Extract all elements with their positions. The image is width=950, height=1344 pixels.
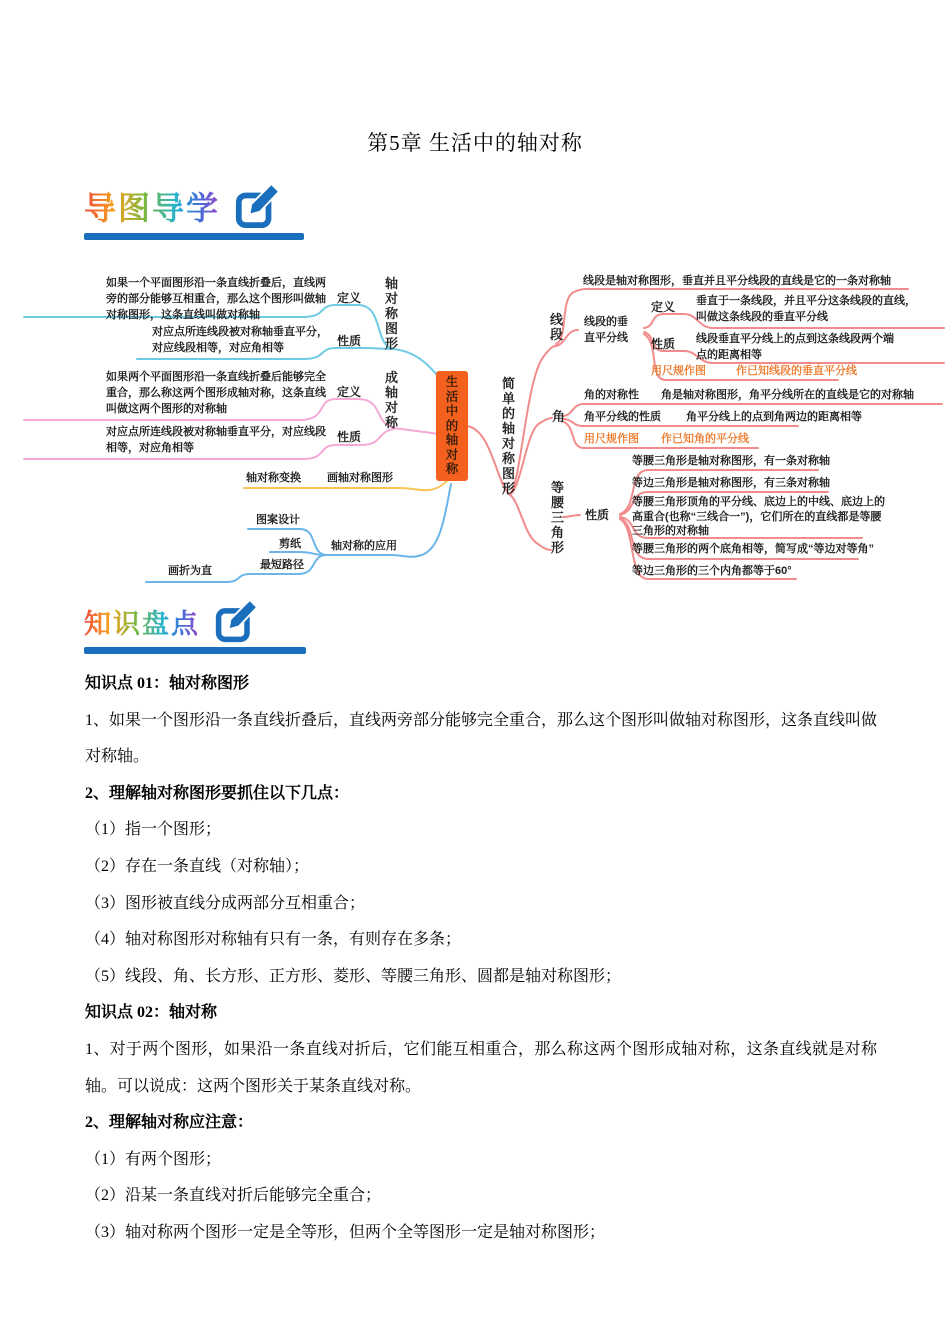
central-topic-label: 生活中的轴对称 — [445, 375, 459, 477]
kp1-item: （3）图形被直线分成两部分互相重合； — [85, 894, 366, 912]
edit-pencil-icon — [234, 183, 280, 229]
mindmap-diagram — [0, 258, 950, 598]
node-angle-ruler-text: 作已知角的平分线 — [661, 433, 749, 445]
mindmap-banner — [84, 183, 304, 240]
mindmap-banner-label: 导图导学 — [84, 183, 220, 229]
node-seg-prop-text: 线段垂直平分线上的点到这条线段两个端点的距离相等 — [696, 333, 894, 361]
node-fig-prop-text: 对应点所连线段被对称轴垂直平分，对应线段相等，对应角相等 — [152, 326, 328, 354]
node-fig-def-label: 定义 — [337, 291, 362, 305]
node-app-pattern: 图案设计 — [256, 514, 300, 526]
knowledge-banner-label: 知识盘点 — [84, 602, 200, 641]
kp1-item: （1）指一个图形； — [85, 821, 222, 839]
node-simple-figures-label: 简单的轴对称图形 — [501, 376, 515, 496]
node-segment-text: 线段是轴对称图形，垂直并且平分线段的直线是它的一条对称轴 — [583, 275, 891, 287]
node-iso-item-5: 等边三角形的三个内角都等于60° — [632, 565, 792, 577]
kp2-item: （3）轴对称两个图形一定是全等形，但两个全等图形一定是轴对称图形； — [85, 1223, 606, 1241]
kp1-item: （5）线段、角、长方形、正方形、菱形、等腰三角形、圆都是轴对称图形； — [85, 967, 622, 985]
node-app-shortest-path: 最短路径 — [260, 559, 304, 571]
node-seg-prop-label: 性质 — [651, 337, 676, 351]
knowledge-content — [85, 666, 877, 1252]
kp2-item: （1）有两个图形； — [85, 1150, 222, 1168]
node-iso-item-2: 等边三角形是轴对称图形，有三条对称轴 — [632, 477, 830, 489]
edit-pencil-icon — [214, 599, 258, 643]
node-fig-prop-label: 性质 — [337, 334, 362, 348]
node-angle-bis-label: 角平分线的性质 — [584, 411, 661, 423]
node-sym-prop-label: 性质 — [337, 430, 362, 444]
page-title: 第5章 生活中的轴对称 — [367, 131, 583, 155]
node-seg-bisector-label: 线段的垂直平分线 — [584, 316, 628, 344]
kp2-paragraph-2: 2、理解轴对称应注意： — [85, 1114, 254, 1132]
knowledge-banner — [84, 599, 306, 654]
node-angle-sym-text: 角是轴对称图形，角平分线所在的直线是它的对称轴 — [661, 389, 914, 401]
node-seg-def-label: 定义 — [651, 300, 676, 314]
node-seg-def-text: 垂直于一条线段，并且平分这条线段的直线，叫做这条线段的垂直平分线 — [696, 295, 916, 323]
node-sym-prop-text: 对应点所连线段被对称轴垂直平分，对应线段相等，对应角相等 — [106, 426, 326, 454]
kp1-item: （4）轴对称图形对称轴有只有一条，有则存在多条； — [85, 931, 462, 949]
node-angle-sym-label: 角的对称性 — [584, 389, 639, 401]
kp2-paragraph-1: 1、对于两个图形，如果沿一条直线对折后，它们能互相重合，那么称这两个图形成轴对称，这条直线就是对称轴。可以说成：这两个图形关于某条直线对称。 — [85, 1040, 877, 1095]
node-sym-def-text: 如果两个平面图形沿一条直线折叠后能够完全重合，那么称这两个图形成轴对称，这条直线叫做这两个图形的对称轴 — [106, 371, 326, 415]
node-sym-def-label: 定义 — [337, 385, 362, 399]
kp1-paragraph-2: 2、理解轴对称图形要抓住以下几点： — [85, 784, 350, 802]
node-iso-item-1: 等腰三角形是轴对称图形，有一条对称轴 — [632, 455, 830, 467]
node-fig-def-text: 如果一个平面图形沿一条直线折叠后，直线两旁的部分能够互相重合，那么这个图形叫做轴对称图形，这条直线叫做对称轴 — [106, 277, 326, 321]
node-fig-label: 轴对称图形 — [384, 276, 398, 351]
node-seg-ruler-text: 作已知线段的垂直平分线 — [736, 365, 857, 377]
node-iso-item-4: 等腰三角形的两个底角相等，简写成“等边对等角” — [632, 543, 874, 555]
node-angle-bis-text: 角平分线上的点到角两边的距离相等 — [686, 411, 862, 423]
node-app-straighten: 画折为直 — [168, 565, 212, 577]
node-iso-label: 等腰三角形 — [550, 480, 564, 555]
kp1-item: （2）存在一条直线（对称轴）； — [85, 857, 310, 875]
node-iso-item-3: 等腰三角形顶角的平分线、底边上的中线、底边上的高重合(也称“三线合一”)，它们所在的直线都是等腰三角形的对称轴 — [632, 496, 885, 537]
node-segment-label: 线段 — [549, 312, 563, 342]
banner-underline — [84, 233, 304, 240]
mindmap-central-topic — [436, 371, 468, 481]
kp2-title: 知识点 02：轴对称 — [85, 1004, 218, 1022]
banner-underline — [84, 647, 306, 654]
node-transform-child: 画轴对称图形 — [327, 472, 393, 484]
node-iso-prop-label: 性质 — [585, 508, 610, 522]
kp1-title: 知识点 01：轴对称图形 — [85, 675, 250, 692]
node-transform-label: 轴对称变换 — [246, 472, 301, 484]
node-app-papercut: 剪纸 — [279, 538, 301, 550]
node-angle-label: 角 — [551, 409, 565, 424]
node-app-label: 轴对称的应用 — [331, 540, 397, 552]
node-sym-label: 成轴对称 — [384, 370, 398, 430]
node-angle-ruler-label: 用尺规作图 — [584, 433, 639, 445]
node-seg-ruler-label: 用尺规作图 — [651, 365, 706, 377]
kp2-item: （2）沿某一条直线对折后能够完全重合； — [85, 1187, 382, 1205]
kp1-paragraph-1: 1、如果一个图形沿一条直线折叠后，直线两旁部分能够完全重合，那么这个图形叫做轴对称图形，这条直线叫做对称轴。 — [85, 711, 878, 766]
